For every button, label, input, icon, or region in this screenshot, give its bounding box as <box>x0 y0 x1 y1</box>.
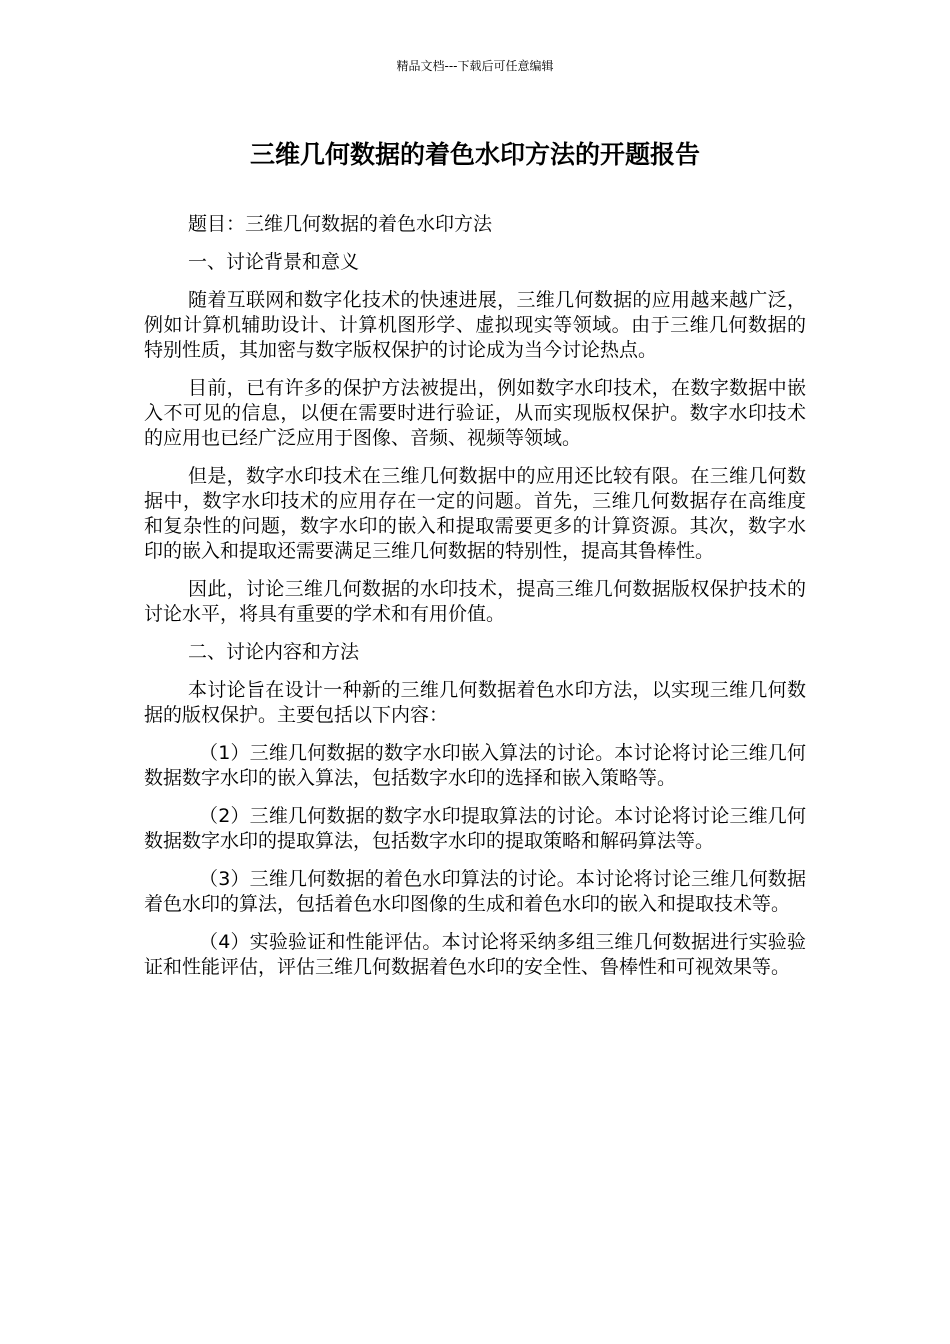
list-item: （1）三维几何数据的数字水印嵌入算法的讨论。本讨论将讨论三维几何数据数字水印的嵌入算法，包括数字水印的选择和嵌入策略等。 <box>144 742 806 789</box>
list-item: （2）三维几何数据的数字水印提取算法的讨论。本讨论将讨论三维几何数据数字水印的提取算法，包括数字水印的提取策略和解码算法等。 <box>144 805 806 852</box>
page-header-note: 精品文档---下载后可任意编辑 <box>396 59 554 73</box>
paragraph: 本讨论旨在设计一种新的三维几何数据着色水印方法，以实现三维几何数据的版权保护。主要包括以下内容： <box>144 679 806 726</box>
topic-line: 题目：三维几何数据的着色水印方法 <box>188 213 493 235</box>
paragraph: 因此，讨论三维几何数据的水印技术，提高三维几何数据版权保护技术的讨论水平，将具有重要的学术和有用价值。 <box>144 578 806 625</box>
paragraph: 随着互联网和数字化技术的快速进展，三维几何数据的应用越来越广泛，例如计算机辅助设计、计算机图形学、虚拟现实等领域。由于三维几何数据的特别性质，其加密与数字版权保护的讨论成为当今讨论热点。 <box>144 289 806 361</box>
document-title: 三维几何数据的着色水印方法的开题报告 <box>249 140 700 169</box>
paragraph: 目前，已有许多的保护方法被提出，例如数字水印技术，在数字数据中嵌入不可见的信息，以便在需要时进行验证，从而实现版权保护。数字水印技术的应用也已经广泛应用于图像、音频、视频等领域。 <box>144 377 806 449</box>
document-body <box>144 212 806 993</box>
section-heading-content: 二、讨论内容和方法 <box>188 641 360 663</box>
list-item: （4）实验验证和性能评估。本讨论将采纳多组三维几何数据进行实验验证和性能评估，评估三维几何数据着色水印的安全性、鲁棒性和可视效果等。 <box>144 931 806 978</box>
paragraph: 但是，数字水印技术在三维几何数据中的应用还比较有限。在三维几何数据中，数字水印技术的应用存在一定的问题。首先，三维几何数据存在高维度和复杂性的问题，数字水印的嵌入和提取需要更多的计算资源。其次，数字水印的嵌入和提取还需要满足三维几何数据的特别性，提高其鲁棒性。 <box>144 465 806 562</box>
section-heading-background: 一、讨论背景和意义 <box>188 251 360 273</box>
list-item: （3）三维几何数据的着色水印算法的讨论。本讨论将讨论三维几何数据着色水印的算法，包括着色水印图像的生成和着色水印的嵌入和提取技术等。 <box>144 868 806 915</box>
